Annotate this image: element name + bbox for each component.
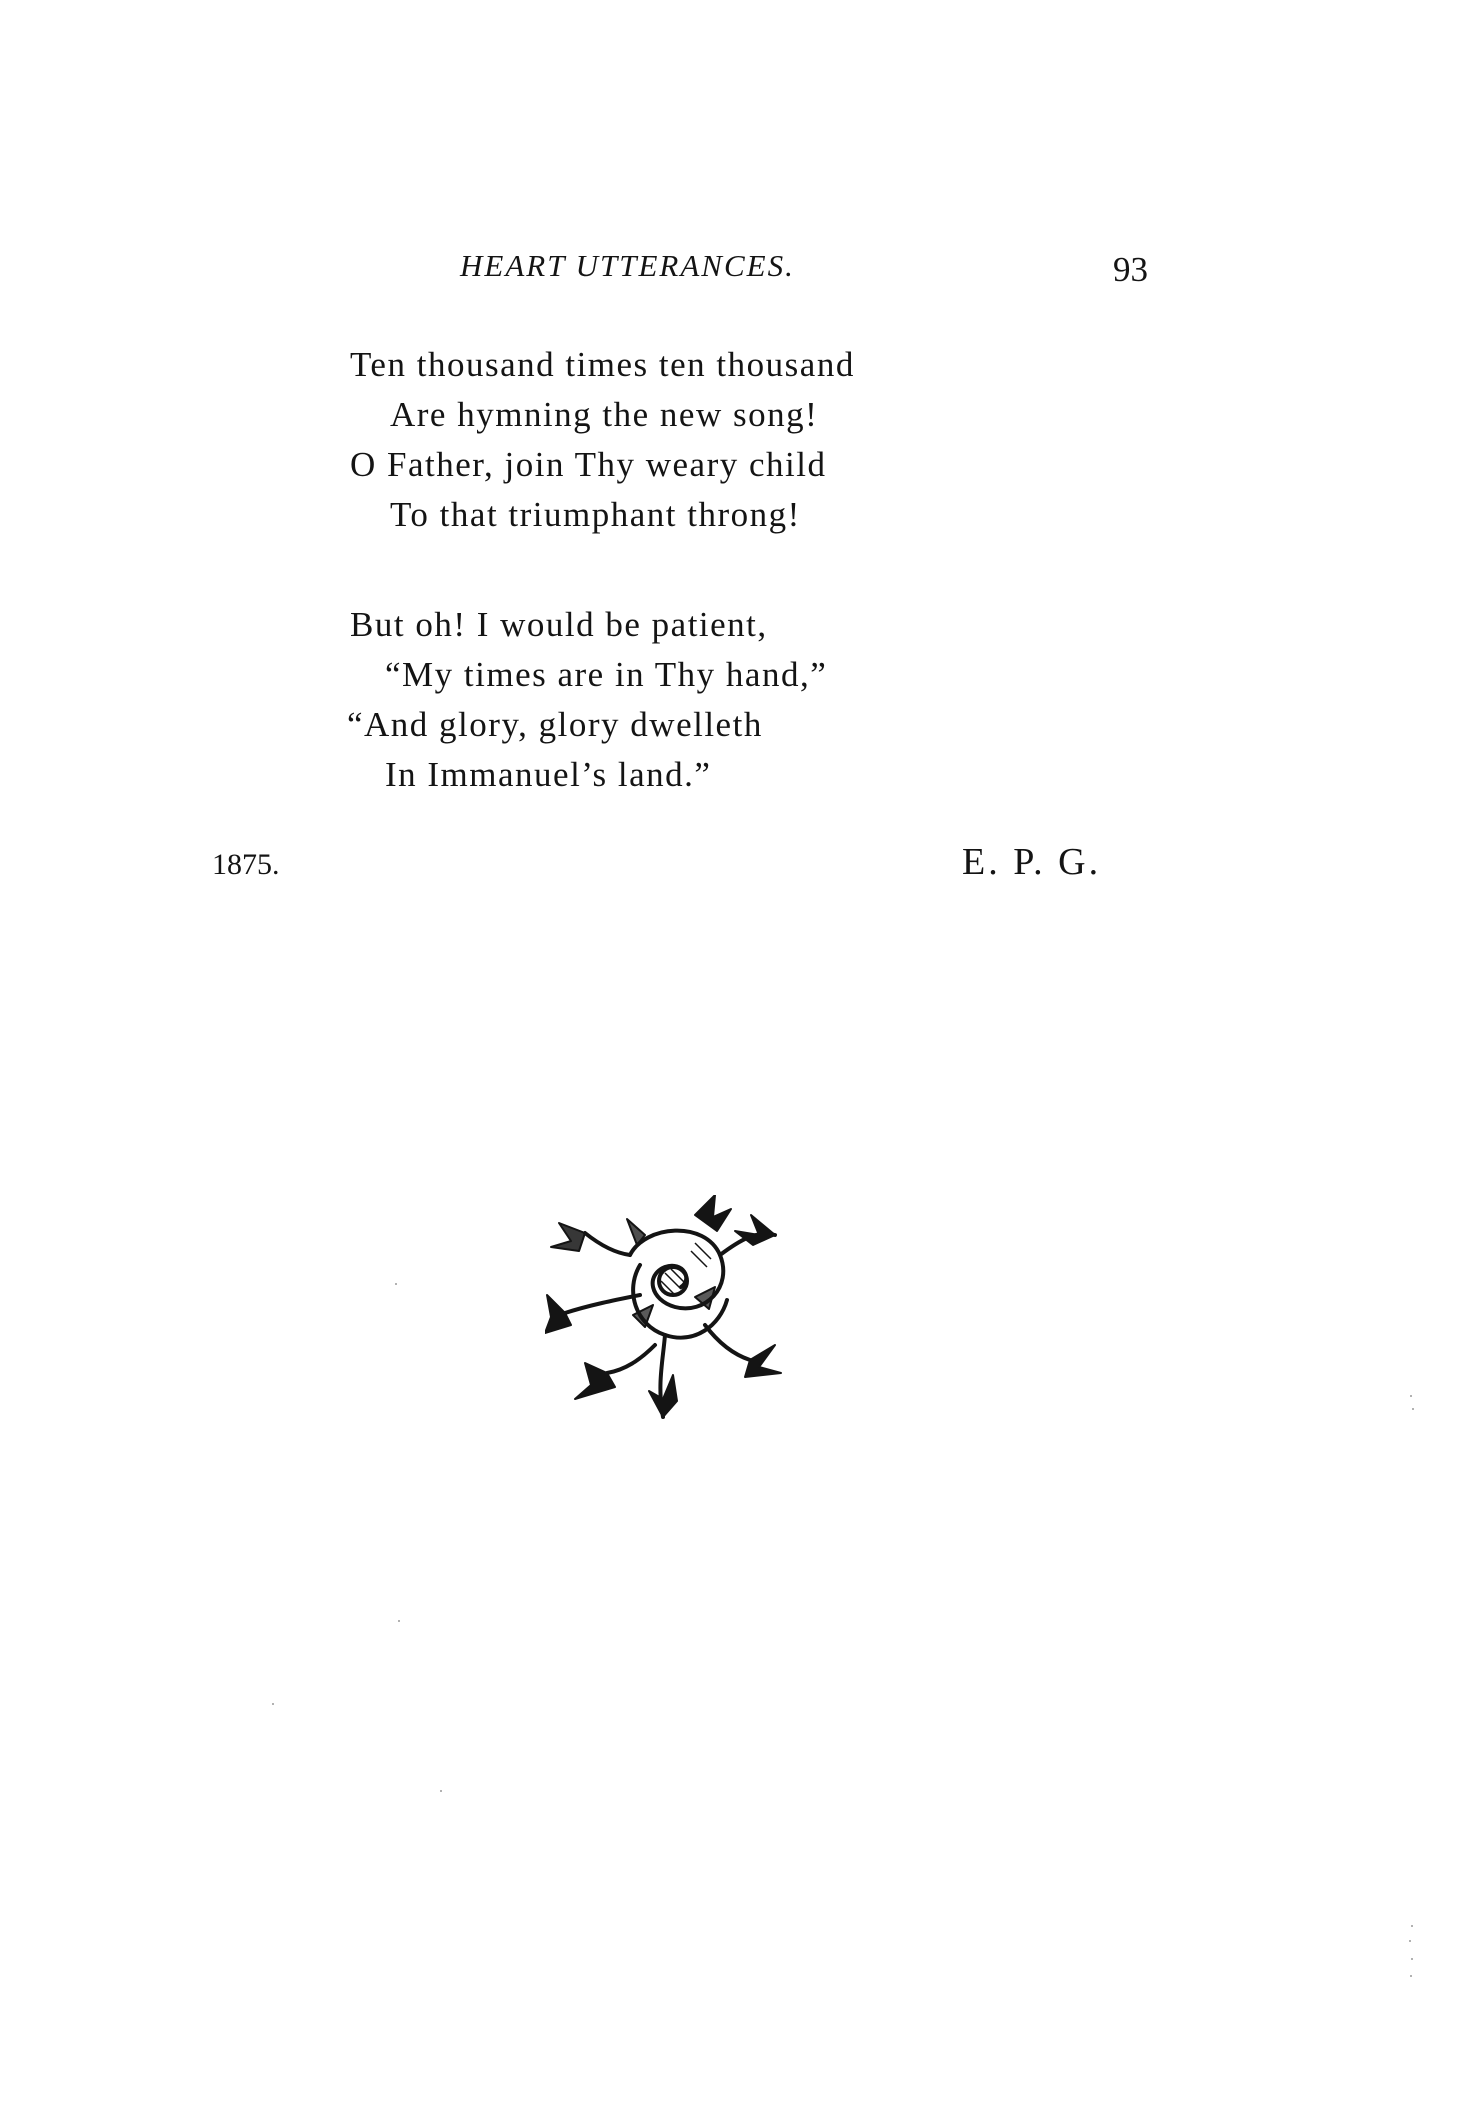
verse-line: But oh! I would be patient, (350, 605, 768, 644)
verse-line: Are hymning the new song! (390, 395, 819, 434)
verse-line: “My times are in Thy hand,” (385, 655, 828, 694)
scan-speck (272, 1703, 274, 1705)
verse-line: Ten thousand times ten thousand (350, 345, 855, 384)
floral-tailpiece-icon (545, 1195, 795, 1425)
scan-speck (398, 1620, 400, 1622)
scan-speck (1410, 1395, 1412, 1397)
scan-speck (1412, 1408, 1414, 1410)
verse-line: “And glory, glory dwelleth (347, 705, 763, 744)
poem-stanza-2 (347, 600, 828, 800)
scan-speck (395, 1283, 397, 1285)
scan-speck (1411, 1925, 1413, 1927)
poem-stanza-1 (350, 340, 855, 540)
poem-date: 1875. (212, 848, 280, 881)
author-initials: E. P. G. (962, 841, 1102, 883)
scan-speck (1411, 1958, 1413, 1960)
scan-speck (1410, 1975, 1412, 1977)
verse-line: O Father, join Thy weary child (350, 445, 827, 484)
verse-line: In Immanuel’s land.” (385, 755, 712, 794)
running-head-title: HEART UTTERANCES. (460, 248, 795, 283)
scan-speck (1409, 1940, 1411, 1942)
page-number: 93 (1113, 250, 1148, 289)
verse-line: To that triumphant throng! (390, 495, 801, 534)
scan-speck (440, 1790, 442, 1792)
